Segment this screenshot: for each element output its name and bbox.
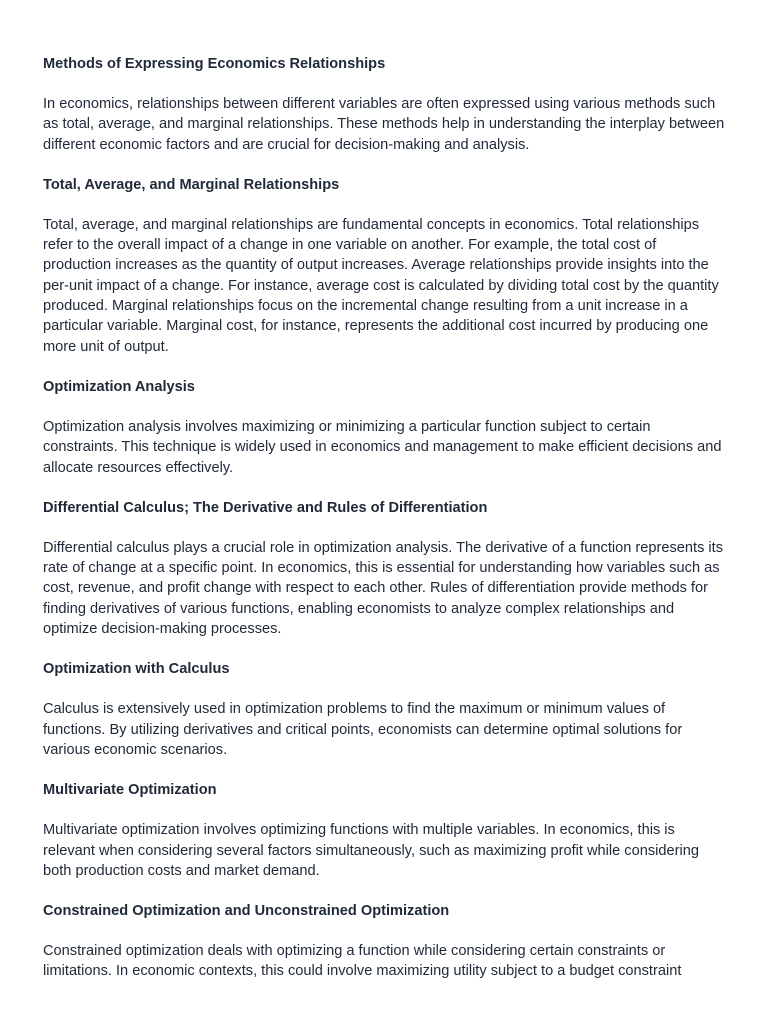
section-constrained xyxy=(43,901,728,982)
section-optimization-analysis xyxy=(43,377,728,478)
section-paragraph: Constrained optimization deals with optimizing a function while considering certain constraints or limitations. In economic contexts, this could involve maximizing utility subject to a budget constraint xyxy=(43,943,682,980)
section-heading: Total, Average, and Marginal Relationships xyxy=(43,176,340,193)
section-multivariate xyxy=(43,780,728,881)
section-paragraph: Total, average, and marginal relationships are fundamental concepts in economics. Total relationships refer to the overall impact of a change in one variable on another. For example, the total cost of production increases as the quantity of output increases. Average relationships provide insights into the per-unit impact of a change. For instance, average cost is calculated by dividing total cost by the quantity produced. Marginal relationships focus on the incremental change resulting from a unit increase in a particular variable. Marginal cost, for instance, represents the additional cost incurred by producing one more unit of output. xyxy=(43,216,719,355)
section-paragraph: Multivariate optimization involves optimizing functions with multiple variables. In economics, this is relevant when considering several factors simultaneously, such as maximizing profit while considering both production costs and market demand. xyxy=(43,822,699,879)
document-page xyxy=(43,54,728,1002)
section-differential-calculus xyxy=(43,498,728,639)
section-paragraph: Differential calculus plays a crucial role in optimization analysis. The derivative of a function represents its rate of change at a specific point. In economics, this is essential for understanding how variables such as cost, revenue, and profit change with respect to each other. Rules of differentiation provide methods for finding derivatives of various functions, enabling economists to analyze complex relationships and optimize decision-making processes. xyxy=(43,539,724,638)
section-heading: Methods of Expressing Economics Relationships xyxy=(43,56,386,72)
section-heading: Constrained Optimization and Unconstrained Optimization xyxy=(43,903,450,920)
section-methods xyxy=(43,54,728,155)
section-paragraph: In economics, relationships between different variables are often expressed using various methods such as total, average, and marginal relationships. These methods help in understanding the interplay between different economic factors and are crucial for decision-making and analysis. xyxy=(43,96,725,153)
section-heading: Optimization with Calculus xyxy=(43,661,230,678)
section-heading: Multivariate Optimization xyxy=(43,782,217,799)
section-paragraph: Optimization analysis involves maximizing or minimizing a particular function subject to certain constraints. This technique is widely used in economics and management to make efficient decisions and allocate resources effectively. xyxy=(43,418,722,476)
section-optimization-calculus xyxy=(43,659,728,760)
section-paragraph: Calculus is extensively used in optimization problems to find the maximum or minimum values of functions. By utilizing derivatives and critical points, economists can determine optimal solutions for various economic scenarios. xyxy=(43,701,683,758)
section-heading: Differential Calculus; The Derivative and Rules of Differentiation xyxy=(43,499,488,516)
section-total-average-marginal xyxy=(43,175,728,357)
section-heading: Optimization Analysis xyxy=(43,378,195,395)
